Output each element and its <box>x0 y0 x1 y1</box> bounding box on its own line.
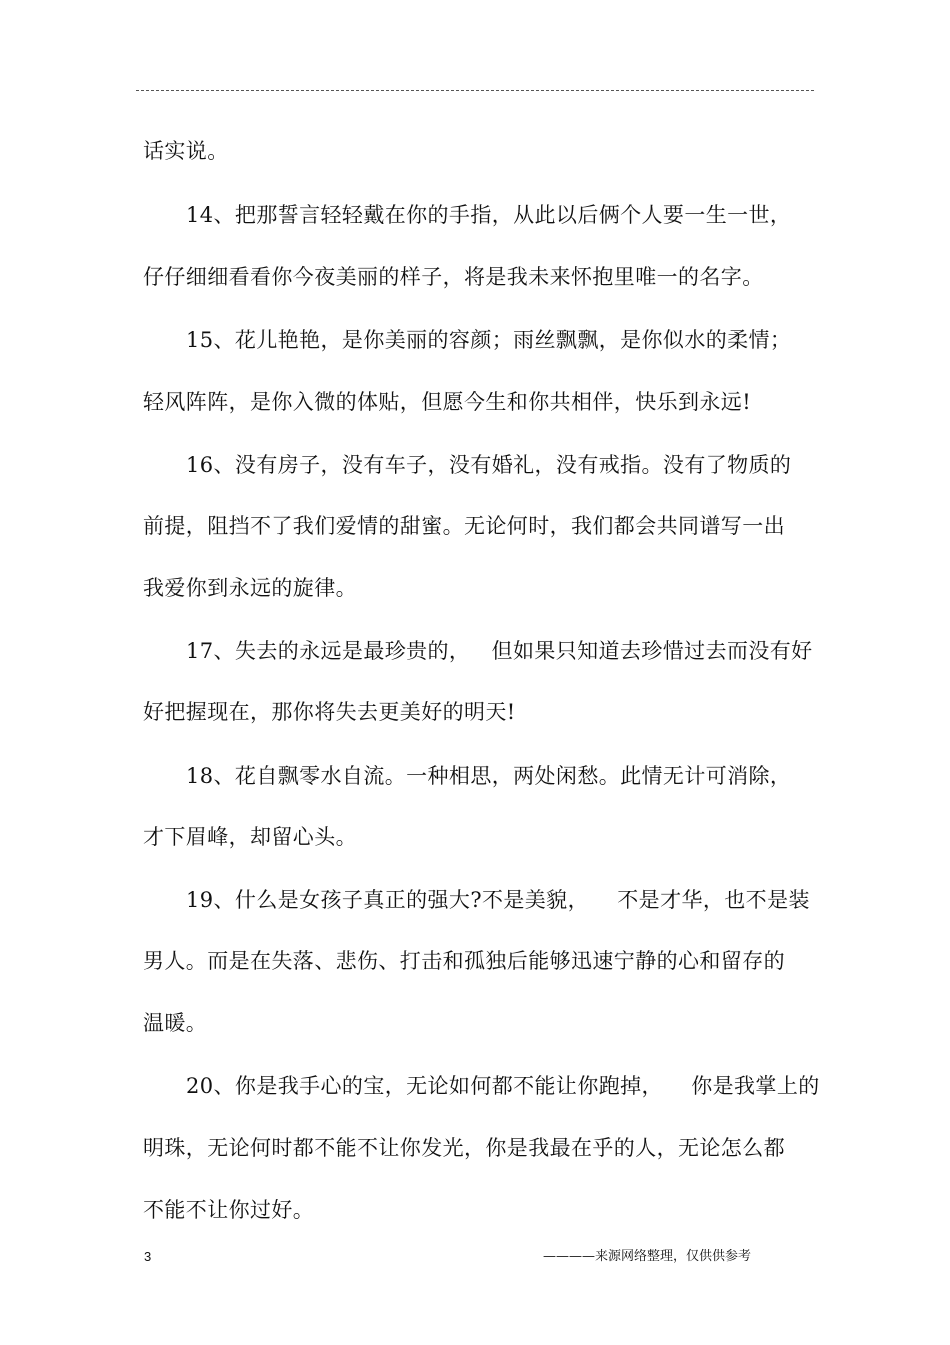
text-line: 17、失去的永远是最珍贵的， 但如果只知道去珍惜过去而没有好 <box>186 639 813 663</box>
text-line: 15、花儿艳艳，是你美丽的容颜；雨丝飘飘，是你似水的柔情； <box>186 328 792 352</box>
text-line: 前提，阻挡不了我们爱情的甜蜜。无论何时，我们都会共同谱写一出 <box>143 514 785 538</box>
text-line: 温暖。 <box>143 1011 208 1035</box>
page-number: 3 <box>144 1249 152 1264</box>
header-divider <box>136 90 814 91</box>
source-note: ————来源网络整理，仅供供参考 <box>543 1249 752 1264</box>
text-line: 不能不让你过好。 <box>143 1198 315 1222</box>
text-line: 明珠，无论何时都不能不让你发光，你是我最在乎的人，无论怎么都 <box>143 1136 785 1160</box>
text-line: 16、没有房子，没有车子，没有婚礼，没有戒指。没有了物质的 <box>186 453 792 477</box>
text-line: 轻风阵阵，是你入微的体贴，但愿今生和你共相伴，快乐到永远! <box>143 390 752 414</box>
text-line: 才下眉峰，却留心头。 <box>143 825 357 849</box>
text-line: 话实说。 <box>143 139 229 163</box>
text-line: 我爱你到永远的旋律。 <box>143 576 357 600</box>
text-line: 14、把那誓言轻轻戴在你的手指，从此以后俩个人要一生一世， <box>186 203 792 227</box>
text-line: 20、你是我手心的宝，无论如何都不能让你跑掉， 你是我掌上的 <box>186 1074 820 1098</box>
text-line: 19、什么是女孩子真正的强大?不是美貌， 不是才华，也不是装 <box>186 888 810 912</box>
text-line: 18、花自飘零水自流。一种相思，两处闲愁。此情无计可消除， <box>186 764 792 788</box>
text-line: 男人。而是在失落、悲伤、打击和孤独后能够迅速宁静的心和留存的 <box>143 949 785 973</box>
text-line: 好把握现在，那你将失去更美好的明天! <box>143 700 516 724</box>
text-line: 仔仔细细看看你今夜美丽的样子，将是我未来怀抱里唯一的名字。 <box>143 265 764 289</box>
